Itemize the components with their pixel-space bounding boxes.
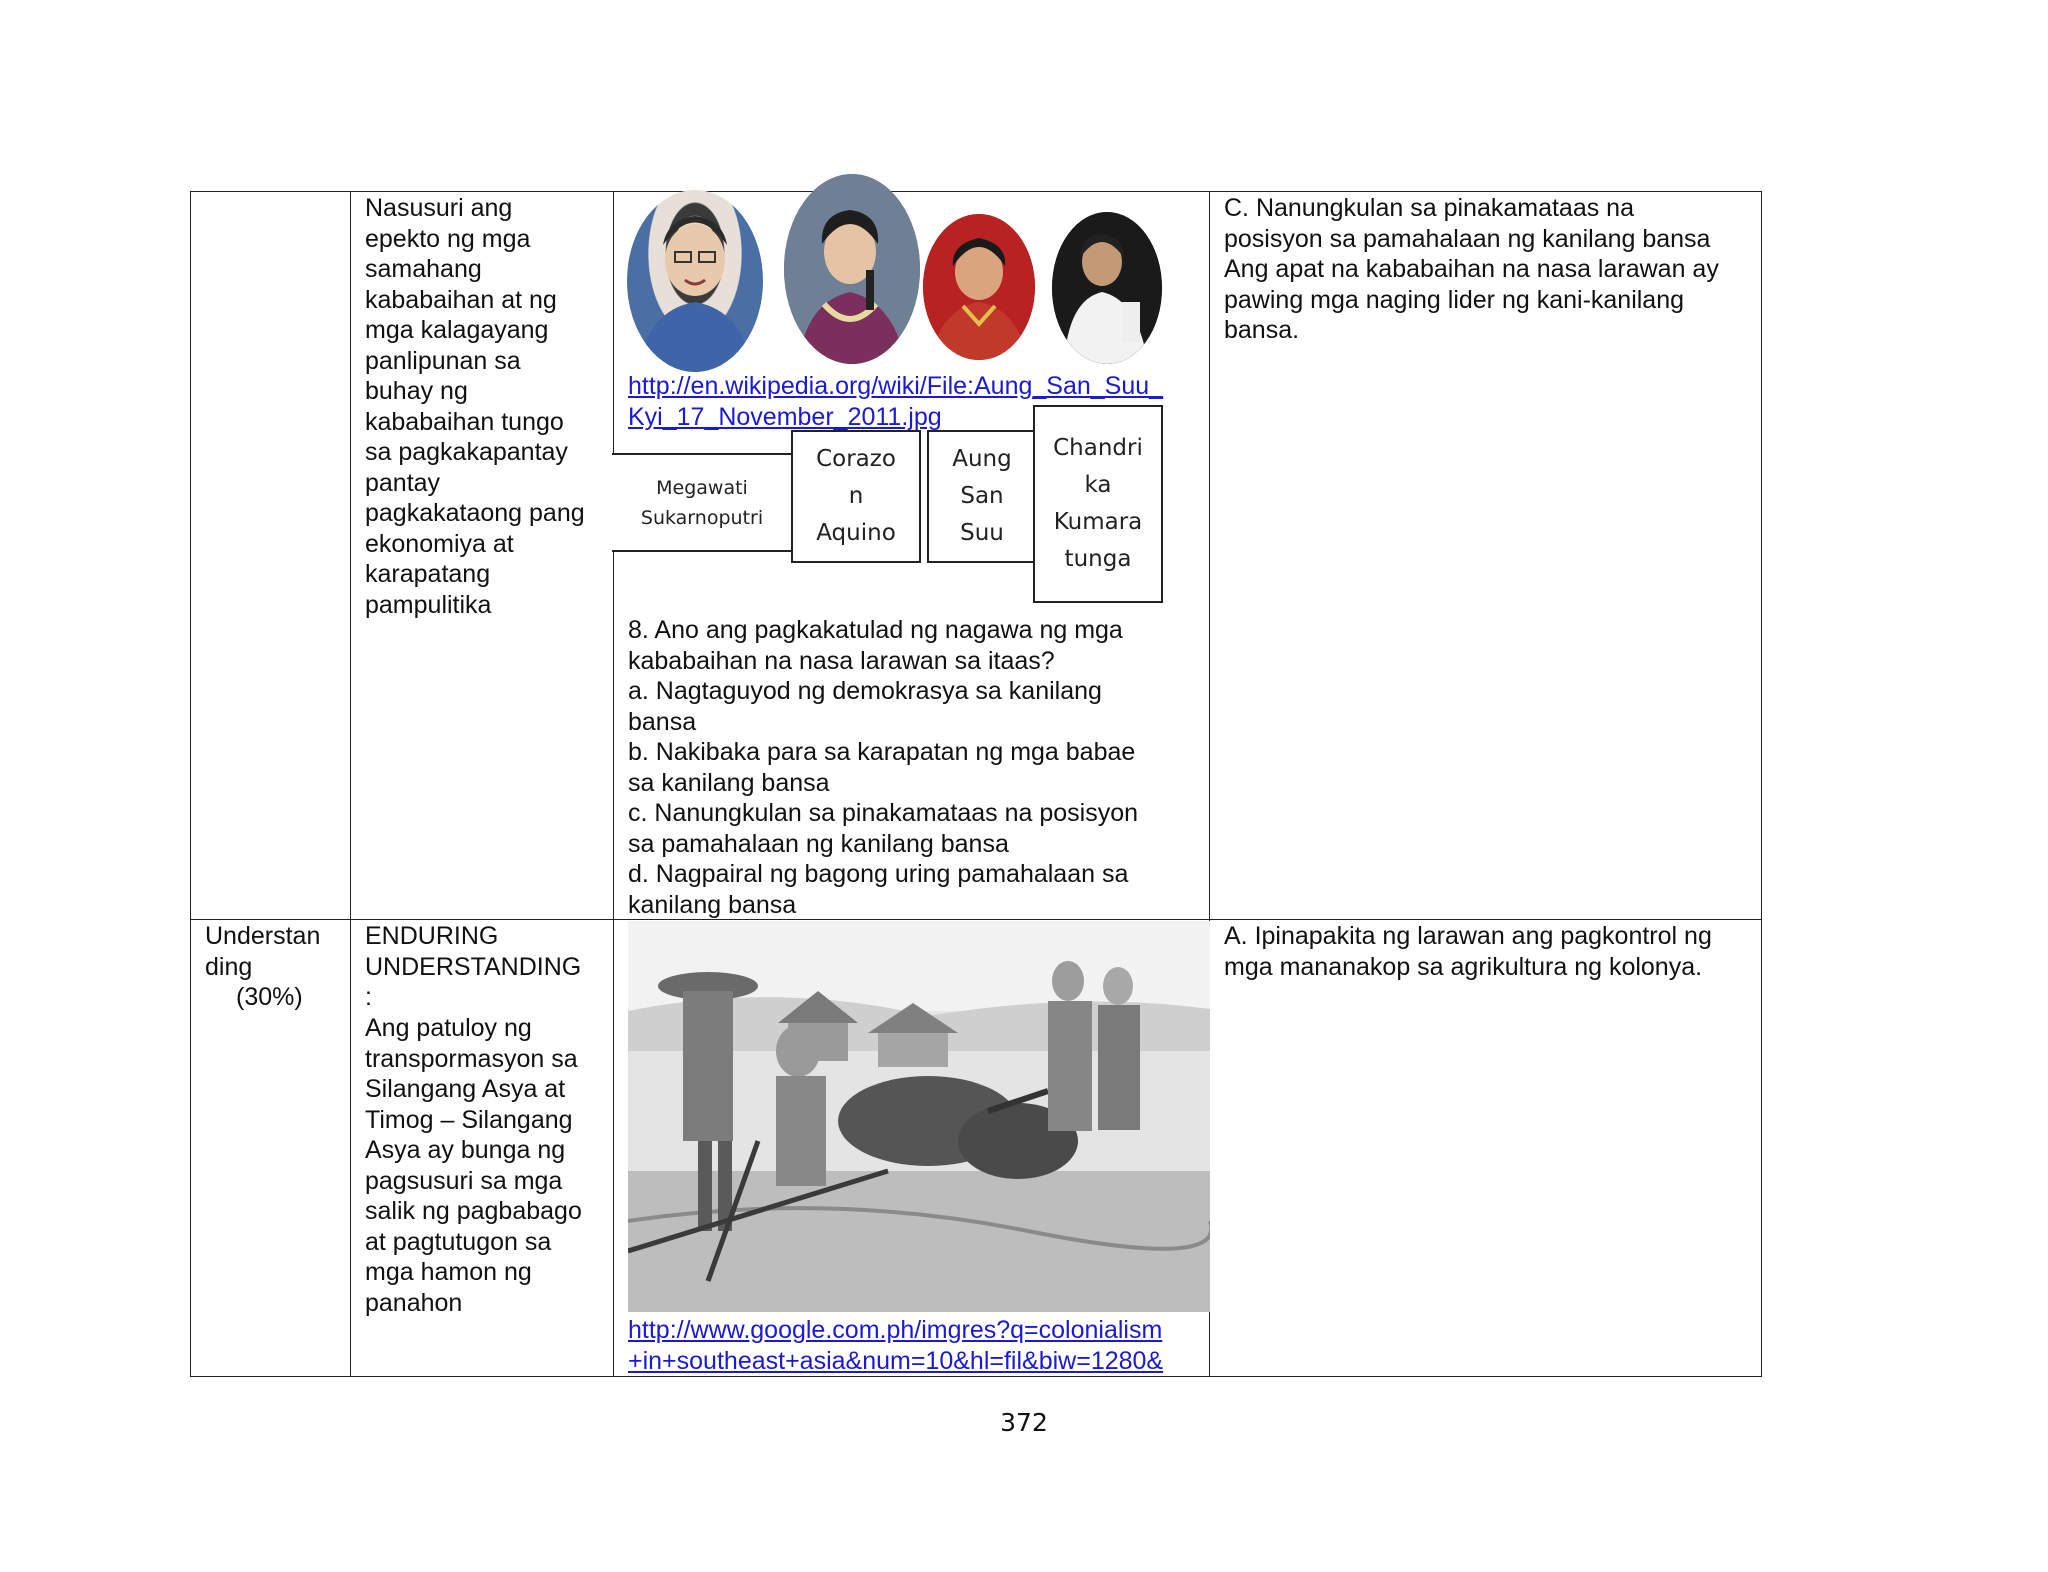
aung-san-suu-kyi-portrait	[784, 174, 920, 364]
row2-weight: (30%)	[236, 983, 303, 1011]
row2-level: Understan ding	[205, 922, 321, 981]
megawati-sukarnoputri-portrait	[923, 214, 1035, 360]
label-aung-san-suu: Aung San Suu	[927, 430, 1037, 563]
colonial-agriculture-illustration	[628, 921, 1210, 1312]
row2-heading: ENDURING UNDERSTANDING :	[365, 922, 582, 1011]
label-chandrika-kumaratunga: Chandri ka Kumara tunga	[1033, 405, 1163, 603]
row1-image-source-link[interactable]: http://en.wikipedia.org/wiki/File:Aung_San_Suu_ Kyi_17_November_2011.jpg	[628, 372, 1164, 431]
column-divider	[613, 192, 614, 1376]
page-number: 372	[1000, 1408, 1048, 1437]
row2-image-source-link[interactable]: http://www.google.com.ph/imgres?q=colonialism +in+southeast+asia&num=10&hl=fil&biw=1280&	[628, 1316, 1164, 1375]
corazon-aquino-portrait	[627, 190, 763, 372]
row2-answer: A. Ipinapakita ng larawan ang pagkontrol ng mga mananakop sa agrikultura ng kolonya.	[1224, 922, 1712, 981]
row1-competency: Nasusuri ang epekto ng mga samahang kababaihan at ng mga kalagayang panlipunan sa buhay ng kababaihan tungo sa pagkakapantay pantay pagkakataong pang ekonomiya at karapatang pampulitika	[365, 194, 585, 619]
row1-answer: C. Nanungkulan sa pinakamataas na posisyon sa pamahalaan ng kanilang bansa Ang apat na kababaihan na nasa larawan ay pawing mga naging lider ng kani-kanilang bansa.	[1224, 194, 1719, 344]
label-corazon-aquino: Corazo n Aquino	[791, 430, 921, 563]
column-divider	[350, 192, 351, 1376]
label-megawati: Megawati Sukarnoputri	[612, 453, 794, 552]
row1-question: 8. Ano ang pagkakatulad ng nagawa ng mga kababaihan na nasa larawan sa itaas? a. Nagtaguyod ng demokrasya sa kanilang bansa b. Nakibaka para sa karapatan ng mga babae sa kanilang bansa c. Nanungkulan sa pinakamataas na posisyon sa pamahalaan ng kanilang bansa d. Nagpairal ng bagong uring pamahalaan sa kanilang bansa	[628, 616, 1139, 919]
row2-competency: Ang patuloy ng transpormasyon sa Silangang Asya at Timog – Silangang Asya ay bunga ng pagsusuri sa mga salik ng pagbabago at pagtutugon sa mga hamon ng panahon	[365, 1014, 582, 1317]
chandrika-kumaratunga-portrait	[1052, 212, 1162, 364]
